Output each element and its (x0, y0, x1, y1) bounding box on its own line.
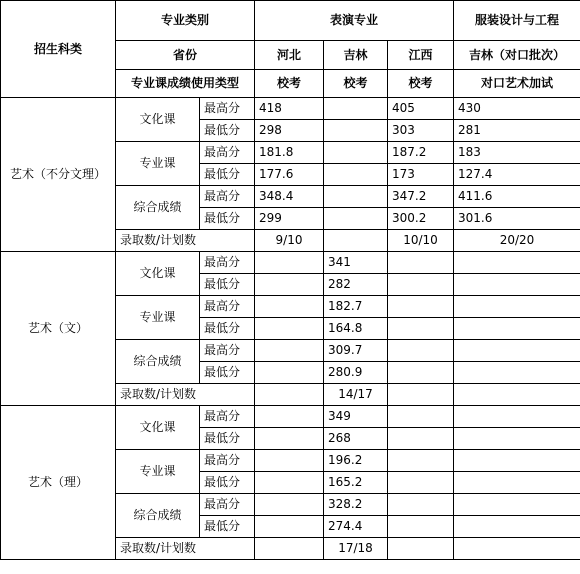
score-cell-jilin-vocational (454, 516, 580, 538)
score-cell-hebei (255, 274, 324, 296)
score-cell-hebei: 181.8 (255, 142, 324, 164)
score-cell-jilin-vocational (454, 296, 580, 318)
score-cell-jilin: 282 (324, 274, 388, 296)
score-cell-jiangxi: 173 (388, 164, 454, 186)
score-cell-jiangxi: 187.2 (388, 142, 454, 164)
score-cell-jiangxi (388, 274, 454, 296)
score-cell-jilin (324, 208, 388, 230)
type-hebei: 校考 (255, 70, 324, 98)
stat-max-cell: 最高分 (200, 296, 255, 318)
major-category-header: 专业类别 (116, 1, 255, 41)
score-cell-jilin: 274.4 (324, 516, 388, 538)
score-cell-jilin: 341 (324, 252, 388, 274)
admit-cell-jilin: 17/18 (324, 538, 388, 560)
admit-cell-jiangxi (388, 538, 454, 560)
type-jiangxi: 校考 (388, 70, 454, 98)
score-cell-jilin-vocational (454, 428, 580, 450)
section-category-cell: 艺术（不分文理） (1, 98, 116, 252)
score-cell-jilin-vocational: 183 (454, 142, 580, 164)
score-cell-jilin: 268 (324, 428, 388, 450)
subject-major-cell: 专业课 (116, 142, 200, 186)
score-cell-hebei (255, 252, 324, 274)
score-cell-hebei: 418 (255, 98, 324, 120)
stat-max-cell: 最高分 (200, 186, 255, 208)
stat-min-cell: 最低分 (200, 120, 255, 142)
score-cell-jilin-vocational (454, 362, 580, 384)
score-cell-hebei (255, 406, 324, 428)
score-cell-jilin (324, 98, 388, 120)
score-cell-jilin-vocational: 411.6 (454, 186, 580, 208)
subject-composite-cell: 综合成绩 (116, 340, 200, 384)
score-cell-jilin (324, 120, 388, 142)
score-cell-jilin (324, 164, 388, 186)
score-cell-hebei (255, 296, 324, 318)
admit-cell-jiangxi: 10/10 (388, 230, 454, 252)
table-row (1, 406, 580, 428)
score-cell-jiangxi (388, 406, 454, 428)
admit-cell-jilin (324, 230, 388, 252)
type-jilin-vocational: 对口艺术加试 (454, 70, 580, 98)
stat-min-cell: 最低分 (200, 318, 255, 340)
score-cell-hebei: 348.4 (255, 186, 324, 208)
fashion-design-header: 服装设计与工程 (454, 1, 580, 41)
admit-cell-hebei: 9/10 (255, 230, 324, 252)
score-cell-hebei (255, 472, 324, 494)
score-cell-hebei (255, 516, 324, 538)
score-cell-hebei (255, 318, 324, 340)
score-cell-jilin: 280.9 (324, 362, 388, 384)
subject-major-cell: 专业课 (116, 296, 200, 340)
subject-composite-cell: 综合成绩 (116, 494, 200, 538)
score-cell-jilin: 328.2 (324, 494, 388, 516)
section-category-cell: 艺术（理） (1, 406, 116, 560)
stat-max-cell: 最高分 (200, 406, 255, 428)
score-cell-hebei: 177.6 (255, 164, 324, 186)
province-jilin: 吉林 (324, 41, 388, 70)
province-hebei: 河北 (255, 41, 324, 70)
admit-cell-jilin: 14/17 (324, 384, 388, 406)
score-cell-jilin-vocational: 301.6 (454, 208, 580, 230)
stat-min-cell: 最低分 (200, 208, 255, 230)
admit-cell-jiangxi (388, 384, 454, 406)
stat-max-cell: 最高分 (200, 142, 255, 164)
score-cell-jiangxi (388, 494, 454, 516)
score-cell-jiangxi: 300.2 (388, 208, 454, 230)
admit-cell-jilin-vocational (454, 384, 580, 406)
score-cell-jilin-vocational: 127.4 (454, 164, 580, 186)
score-cell-jiangxi (388, 362, 454, 384)
score-cell-jiangxi (388, 318, 454, 340)
score-cell-jilin: 196.2 (324, 450, 388, 472)
type-jilin: 校考 (324, 70, 388, 98)
score-cell-hebei: 299 (255, 208, 324, 230)
score-cell-jilin: 349 (324, 406, 388, 428)
score-cell-hebei (255, 450, 324, 472)
stat-max-cell: 最高分 (200, 494, 255, 516)
score-cell-jiangxi (388, 472, 454, 494)
subject-culture-cell: 文化课 (116, 406, 200, 450)
score-cell-hebei (255, 494, 324, 516)
score-cell-jiangxi: 303 (388, 120, 454, 142)
table-row (1, 252, 580, 274)
admit-plan-label: 录取数/计划数 (116, 230, 255, 252)
stat-min-cell: 最低分 (200, 164, 255, 186)
table-row (1, 98, 580, 120)
score-cell-jiangxi (388, 450, 454, 472)
score-cell-jilin-vocational: 430 (454, 98, 580, 120)
score-cell-jilin-vocational (454, 252, 580, 274)
stat-min-cell: 最低分 (200, 274, 255, 296)
score-cell-jilin-vocational (454, 450, 580, 472)
score-cell-jilin (324, 186, 388, 208)
stat-min-cell: 最低分 (200, 472, 255, 494)
score-cell-jiangxi (388, 340, 454, 362)
province-jiangxi: 江西 (388, 41, 454, 70)
score-cell-jilin-vocational (454, 472, 580, 494)
subject-culture-cell: 文化课 (116, 252, 200, 296)
score-cell-jiangxi: 405 (388, 98, 454, 120)
subject-major-cell: 专业课 (116, 450, 200, 494)
subject-composite-cell: 综合成绩 (116, 186, 200, 230)
score-cell-jilin: 309.7 (324, 340, 388, 362)
stat-max-cell: 最高分 (200, 340, 255, 362)
score-cell-jilin-vocational (454, 406, 580, 428)
admit-cell-hebei (255, 384, 324, 406)
score-cell-jilin-vocational (454, 340, 580, 362)
province-jilin-vocational: 吉林（对口批次） (454, 41, 580, 70)
score-cell-jilin-vocational (454, 494, 580, 516)
stat-max-cell: 最高分 (200, 450, 255, 472)
score-cell-jiangxi (388, 252, 454, 274)
score-cell-jiangxi (388, 296, 454, 318)
stat-max-cell: 最高分 (200, 252, 255, 274)
admit-plan-label: 录取数/计划数 (116, 384, 255, 406)
enroll-category-header: 招生科类 (1, 1, 116, 98)
score-cell-jilin: 164.8 (324, 318, 388, 340)
score-cell-jilin: 182.7 (324, 296, 388, 318)
score-cell-jilin-vocational: 281 (454, 120, 580, 142)
score-cell-hebei (255, 428, 324, 450)
score-cell-jilin (324, 142, 388, 164)
score-cell-jilin-vocational (454, 318, 580, 340)
stat-max-cell: 最高分 (200, 98, 255, 120)
stat-min-cell: 最低分 (200, 362, 255, 384)
stat-min-cell: 最低分 (200, 428, 255, 450)
score-cell-jiangxi (388, 516, 454, 538)
province-header: 省份 (116, 41, 255, 70)
score-cell-hebei: 298 (255, 120, 324, 142)
stat-min-cell: 最低分 (200, 516, 255, 538)
performance-major-header: 表演专业 (255, 1, 454, 41)
score-cell-jiangxi (388, 428, 454, 450)
admit-cell-hebei (255, 538, 324, 560)
admit-cell-jilin-vocational: 20/20 (454, 230, 580, 252)
admit-plan-label: 录取数/计划数 (116, 538, 255, 560)
admit-cell-jilin-vocational (454, 538, 580, 560)
score-cell-jiangxi: 347.2 (388, 186, 454, 208)
subject-culture-cell: 文化课 (116, 98, 200, 142)
score-type-header: 专业课成绩使用类型 (116, 70, 255, 98)
header-row-major-category (1, 1, 580, 41)
score-cell-jilin-vocational (454, 274, 580, 296)
score-cell-hebei (255, 362, 324, 384)
section-category-cell: 艺术（文） (1, 252, 116, 406)
score-cell-hebei (255, 340, 324, 362)
score-cell-jilin: 165.2 (324, 472, 388, 494)
